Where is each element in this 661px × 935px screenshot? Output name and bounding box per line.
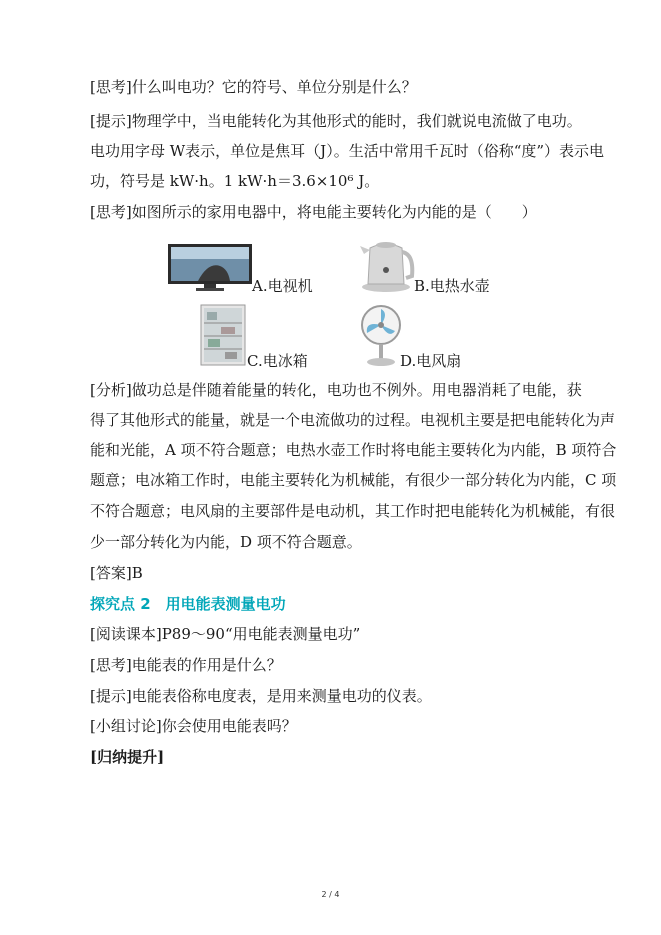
page-number: 2 / 4 (321, 890, 340, 899)
analysis-line-4: 题意；电冰箱工作时，电能主要转化为机械能，有很少一部分转化为内能，C 项 (90, 471, 617, 489)
section-heading: 探究点 2 用电能表测量电功 (90, 595, 286, 613)
think-question-3: [思考]电能表的作用是什么？ (90, 656, 282, 674)
refrigerator-image (199, 303, 247, 367)
hint-2: [提示]电能表俗称电度表，是用来测量电功的仪表。 (90, 687, 432, 705)
option-d-label: D.电风扇 (400, 352, 462, 370)
analysis-line-1: [分析]做功总是伴随着能量的转化，电功也不例外。用电器消耗了电能，获 (90, 381, 582, 399)
analysis-line-6: 少一部分转化为内能，D 项不符合题意。 (90, 533, 362, 551)
think-question-2: [思考]如图所示的家用电器中，将电能主要转化为内能的是（ ） (90, 203, 537, 221)
option-b-label: B.电热水壶 (414, 277, 490, 295)
kettle-image (356, 232, 416, 292)
analysis-line-3: 能和光能，A 项不符合题意；电热水壶工作时将电能主要转化为内能，B 项符合 (90, 441, 617, 459)
summary-heading: [归纳提升] (90, 748, 165, 766)
analysis-line-5: 不符合题意；电风扇的主要部件是电动机，其工作时把电能转化为机械能，有很 (90, 502, 616, 520)
tv-image (168, 244, 252, 292)
hint-1-line-1: [提示]物理学中，当电能转化为其他形式的能时，我们就说电流做了电功。 (90, 112, 582, 130)
think-question-1: [思考]什么叫电功？它的符号、单位分别是什么？ (90, 78, 417, 96)
hint-1-line-2: 电功用字母 W表示，单位是焦耳（J）。生活中常用千瓦时（俗称“度”）表示电 (90, 142, 605, 160)
hint-1-line-3: 功，符号是 kW·h。1 kW·h＝3.6×10⁶ J。 (90, 172, 380, 190)
option-c-label: C.电冰箱 (247, 352, 308, 370)
answer: [答案]B (90, 564, 143, 582)
option-a-label: A.电视机 (252, 277, 313, 295)
analysis-line-2: 得了其他形式的能量，就是一个电流做功的过程。电视机主要是把电能转化为声 (90, 411, 616, 429)
group-discussion: [小组讨论]你会使用电能表吗？ (90, 717, 297, 735)
read-textbook: [阅读课本]P89～90“用电能表测量电功” (90, 625, 361, 643)
electric-fan-image (357, 303, 405, 367)
